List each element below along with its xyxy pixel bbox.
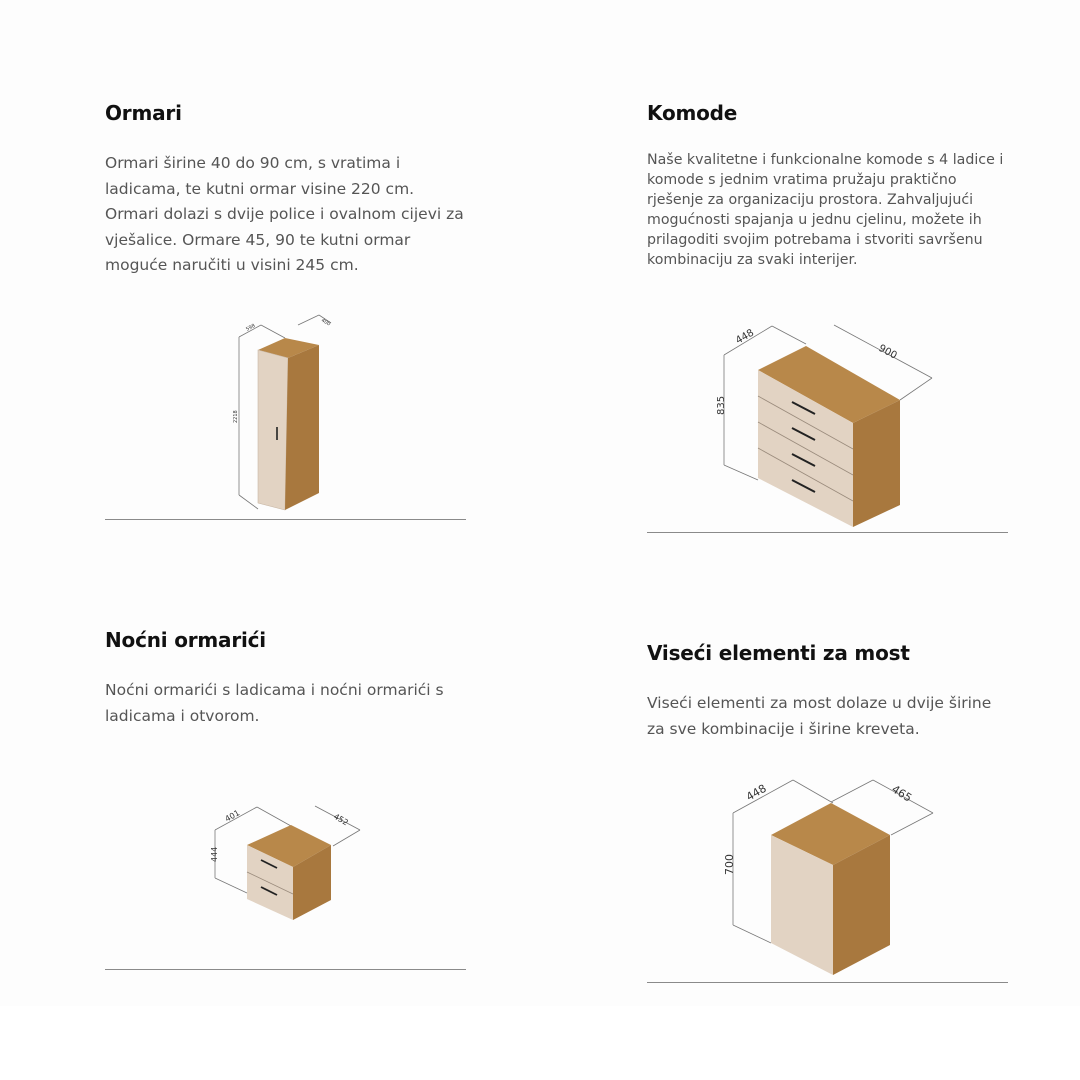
width-label: 900 [876,342,899,362]
depth-label: 598 [245,322,257,333]
section-description: Ormari širine 40 do 90 cm, s vratima i ladicama, te kutni ormar visine 220 cm. Ormari dolazi s dvije police i ovalnom cijevi za vješalice. Ormare 45, 90 te kutni ormar moguće naručiti u visini 245 cm. [105,154,464,274]
divider [105,969,466,970]
depth-label: 448 [734,327,757,347]
section-title: Ormari [105,101,182,125]
section-komode [647,101,1009,270]
divider [105,519,466,520]
width-label: 452 [332,811,350,828]
section-description: Viseći elementi za most dolaze u dvije širine za sve kombinacije i širine kreveta. [647,694,992,738]
section-title: Komode [647,101,738,125]
height-label: 2218 [233,410,239,423]
depth-label: 401 [223,808,242,824]
height-label: 444 [210,846,219,862]
divider [647,532,1008,533]
section-viseci-elementi [647,641,1009,742]
section-ormari [105,101,467,279]
width-label: 465 [889,782,915,805]
depth-label: 448 [744,781,769,804]
section-nocni-ormarici [105,628,467,729]
width-label: 400 [320,317,332,328]
height-label: 700 [723,854,736,875]
nightstand-illustration [205,800,365,925]
section-title: Viseći elementi za most [647,641,910,665]
dresser-illustration [710,320,940,532]
section-title: Noćni ormarići [105,628,266,652]
wardrobe-illustration [225,305,345,520]
divider [647,982,1008,983]
height-label: 835 [716,395,727,415]
section-description: Naše kvalitetne i funkcionalne komode s 4 ladice i komode s jednim vratima pružaju praktično rješenje za organizaciju prostora. Zahvaljujući mogućnosti spajanja u jednu cjelinu, možete ih prilagoditi svojim potrebama i stvoriti savršenu kombinaciju za svaki interijer. [647,152,1004,268]
hanging-element-illustration [715,775,945,980]
section-description: Noćni ormarići s ladicama i noćni ormarići s ladicama i otvorom. [105,681,444,725]
